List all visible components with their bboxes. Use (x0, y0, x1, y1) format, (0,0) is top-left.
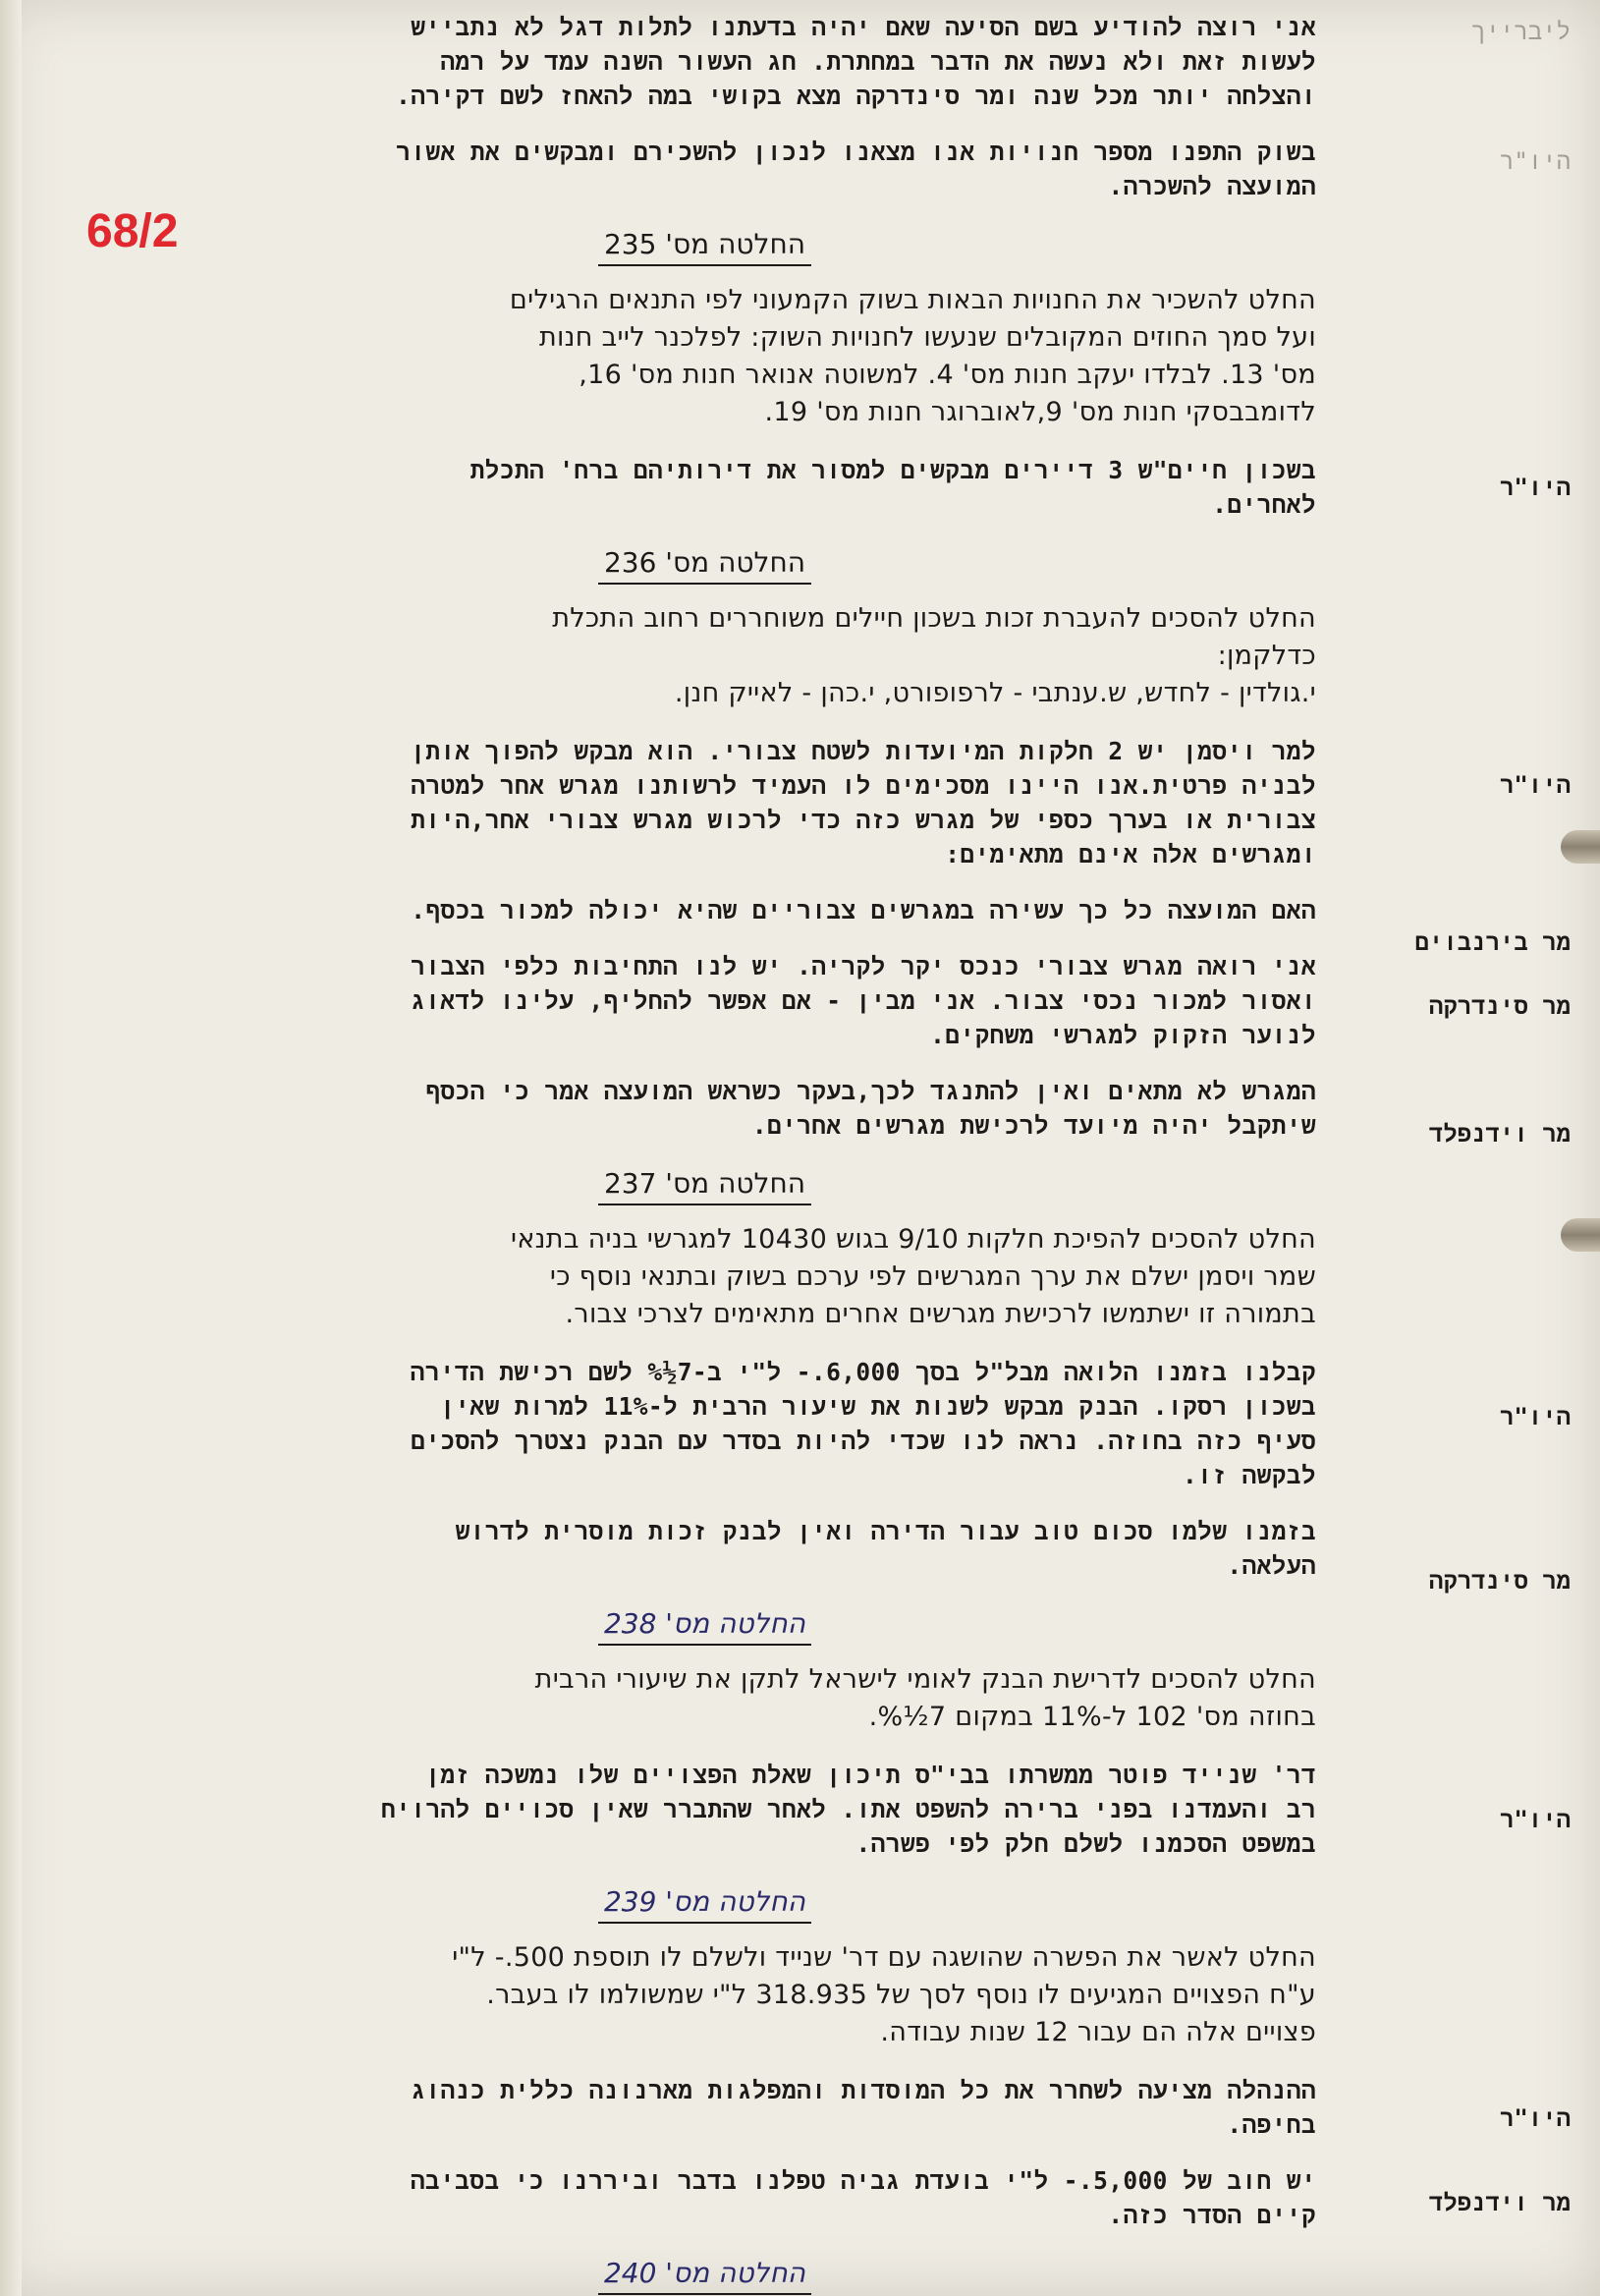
decision-heading (93, 1882, 1316, 1924)
text-line: כדלקמן: (1217, 641, 1316, 671)
speaker-name: מר וידנפלד (1428, 2189, 1571, 2216)
text-line: ועל סמך החוזים המקובלים שנעשו לחנויות השוק: לפלכנר לייב חנות (538, 322, 1316, 353)
text-line: שיתקבל יהיה מיועד לרכישת מגרשים אחרים. (751, 1111, 1316, 1140)
discussion-paragraph (93, 453, 1316, 522)
discussion-paragraph (93, 734, 1316, 871)
discussion-paragraph (93, 2163, 1316, 2232)
text-line: בשוק התפנו מספר חנויות אנו מצאנו לנכון להשכירם ומבקשים את אשור (396, 138, 1316, 166)
decision-heading (93, 225, 1316, 266)
decision-heading-text: החלטה מס' 239 (598, 1882, 811, 1924)
text-line: לנוער הזקוק למגרשי משחקים. (930, 1021, 1316, 1049)
decision-heading-text: החלטה מס' 240 (598, 2254, 811, 2295)
text-line: לבקשה זו. (1182, 1461, 1316, 1489)
text-line: החלט להשכיר את החנויות הבאות בשוק הקמעוני לפי התנאים הרגילים (509, 285, 1316, 315)
text-line: בזמנו שלמו סכום טוב עבור הדירה ואין לבנק זכות מוסרית לדרוש (455, 1517, 1316, 1545)
text-line: בחיפה. (1227, 2110, 1316, 2139)
speaker-name: היו"ר (1499, 1806, 1571, 1833)
text-line: בתמורה זו ישתמשו לרכישת מגרשים אחרים מתאימים לצרכי צבור. (565, 1299, 1316, 1329)
text-line: החלט לאשר את הפשרה שהושגה עם דר' שנייד ולשלם לו תוספת 500.- ל"י (452, 1942, 1316, 1973)
discussion-paragraph (93, 1758, 1316, 1861)
decision-heading-text: החלטה מס' 236 (598, 543, 811, 585)
text-line: ע"ח הפצויים המגיעים לו נוסף לסך של 318.935 ל"י שמשולמו לו בעבר. (486, 1980, 1316, 2010)
decision-text (93, 600, 1316, 712)
text-line: יש חוב של 5,000.- ל"י בועדת גביה טפלנו בדבר וביררנו כי בסביבה (410, 2166, 1316, 2195)
text-line: החלט להסכים להעברת זכות בשכון חיילים משוחררים רחוב התכלת (552, 603, 1316, 634)
text-line: המגרש לא מתאים ואין להתנגד לכך,בעקר כשראש המועצה אמר כי הכסף (425, 1077, 1316, 1105)
text-line: בחוזה מס' 102 ל-11% במקום 7½%. (868, 1702, 1316, 1732)
decision-heading-text: החלטה מס' 238 (598, 1604, 811, 1646)
text-line: רב והעמדנו בפני ברירה להשפט אתו. לאחר שהתברר שאין סכויים להרויח (381, 1795, 1316, 1823)
speaker-name: היו"ר (1499, 147, 1571, 175)
text-line: לבניה פרטית.אנו היינו מסכימים לו העמיד לרשותנו מגרש אחר למטרה (411, 771, 1316, 800)
text-line: החלט להסכים לדרישת הבנק לאומי לישראל לתקן את שיעורי הרבית (534, 1664, 1316, 1695)
speaker-name: היו"ר (1499, 1403, 1571, 1430)
text-line: ההנהלה מציעה לשחרר את כל המוסדות והמפלגות מארנונה כללית כנהוג (411, 2076, 1316, 2104)
text-line: קבלנו בזמנו הלואה מבל"ל בסך 6,000.- ל"י ב-7½% לשם רכישת הדירה (410, 1358, 1316, 1386)
decision-text (93, 1661, 1316, 1736)
text-line: צבורית או בערך כספי של מגרש כזה כדי לרכוש מגרש צבורי אחר,היות (411, 806, 1316, 834)
text-line: אני רואה מגרש צבורי כנכס יקר לקריה. יש לנו התחיבות כלפי הצבור (411, 952, 1316, 980)
page-fold-shadow (0, 0, 22, 2296)
text-line: ומגרשים אלה אינם מתאימים: (945, 840, 1316, 868)
minutes-text (93, 10, 1316, 2296)
text-line: העלאה. (1227, 1551, 1316, 1580)
speaker-name: מר בירנבוים (1414, 928, 1571, 956)
text-line: למר ויסמן יש 2 חלקות המיועדות לשטח צבורי. הוא מבקש להפוך אותן (411, 737, 1316, 765)
text-line: סעיף כזה בחוזה. נראה לנו שכדי להיות בסדר עם הבנק נצטרך להסכים (411, 1427, 1316, 1455)
speaker-name: מר סינדרקה (1428, 1567, 1571, 1595)
speaker-name: מר סינדרקה (1428, 992, 1571, 1020)
decision-heading (93, 1604, 1316, 1646)
text-line: פצויים אלה הם עבור 12 שנות עבודה. (880, 2017, 1316, 2047)
text-line: בשכון רסקו. הבנק מבקש לשנות את שיעור הרבית ל-11% למרות שאין (440, 1392, 1316, 1421)
text-line: והצלחה יותר מכל שנה ומר סינדרקה מצא בקושי במה להאחז לשם דקירה. (396, 82, 1316, 110)
discussion-paragraph (93, 1514, 1316, 1583)
text-line: שמר ויסמן ישלם את ערך המגרשים לפי ערכם בשוק ובתנאי נוסף כי (549, 1261, 1316, 1292)
decision-text (93, 1221, 1316, 1333)
decision-heading (93, 1164, 1316, 1205)
decision-heading (93, 2254, 1316, 2295)
decision-text (93, 282, 1316, 431)
discussion-paragraph (93, 10, 1316, 113)
text-line: לדומבבסקי חנות מס' 9,לאוברוגר חנות מס' 19. (764, 397, 1316, 427)
text-line: י.גולדין - לחדש, ש.ענתבי - לרפופורט, י.כהן - לאייק חנן. (674, 678, 1316, 708)
binder-ring (1561, 830, 1600, 864)
decision-text (93, 1939, 1316, 2051)
discussion-paragraph (93, 893, 1316, 927)
page-number-stamp: 68/2 (86, 205, 179, 257)
text-line: המועצה להשכרה. (1108, 172, 1316, 200)
text-line: לאחרים. (1212, 490, 1316, 519)
text-line: מס' 13. לבלדו יעקב חנות מס' 4. למשוטה אנואר חנות מס' 16, (579, 360, 1316, 390)
text-line: קיים הסדר כזה. (1108, 2201, 1316, 2229)
text-line: ואסור למכור נכסי צבור. אני מבין - אם אפשר להחליף, עלינו לדאוג (411, 986, 1316, 1015)
speaker-name: ליברייך (1471, 18, 1571, 45)
text-line: דר' שנייד פוטר ממשרתו בבי"ס תיכון שאלת הפצויים שלו נמשכה זמן (425, 1761, 1316, 1789)
decision-heading-text: החלטה מס' 237 (598, 1164, 811, 1205)
decision-heading-text: החלטה מס' 235 (598, 225, 811, 266)
text-line: החלט להסכים להפיכת חלקות 9/10 בגוש 10430 למגרשי בניה בתנאי (510, 1224, 1316, 1255)
discussion-paragraph (93, 135, 1316, 203)
text-line: אני רוצה להודיע בשם הסיעה שאם יהיה בדעתנו לתלות דגל לא נתבייש (411, 13, 1316, 41)
speaker-name: היו"ר (1499, 474, 1571, 501)
text-line: במשפט הסכמנו לשלם חלק לפי פשרה. (855, 1829, 1316, 1858)
text-line: האם המועצה כל כך עשירה במגרשים צבוריים שהיא יכולה למכור בכסף. (411, 896, 1316, 924)
discussion-paragraph (93, 949, 1316, 1052)
speaker-name: מר וידנפלד (1428, 1120, 1571, 1148)
discussion-paragraph (93, 1355, 1316, 1492)
decision-heading (93, 543, 1316, 585)
discussion-paragraph (93, 2073, 1316, 2142)
discussion-paragraph (93, 1074, 1316, 1143)
speaker-name: היו"ר (1499, 771, 1571, 799)
binder-ring (1561, 1218, 1600, 1252)
text-line: לעשות זאת ולא נעשה את הדבר במחתרת. חג העשור השנה עמד על רמה (440, 47, 1316, 76)
text-line: בשכון חיים"ש 3 דיירים מבקשים למסור את דירותיהם ברח' התכלת (469, 456, 1316, 484)
speaker-name: היו"ר (1499, 2104, 1571, 2132)
